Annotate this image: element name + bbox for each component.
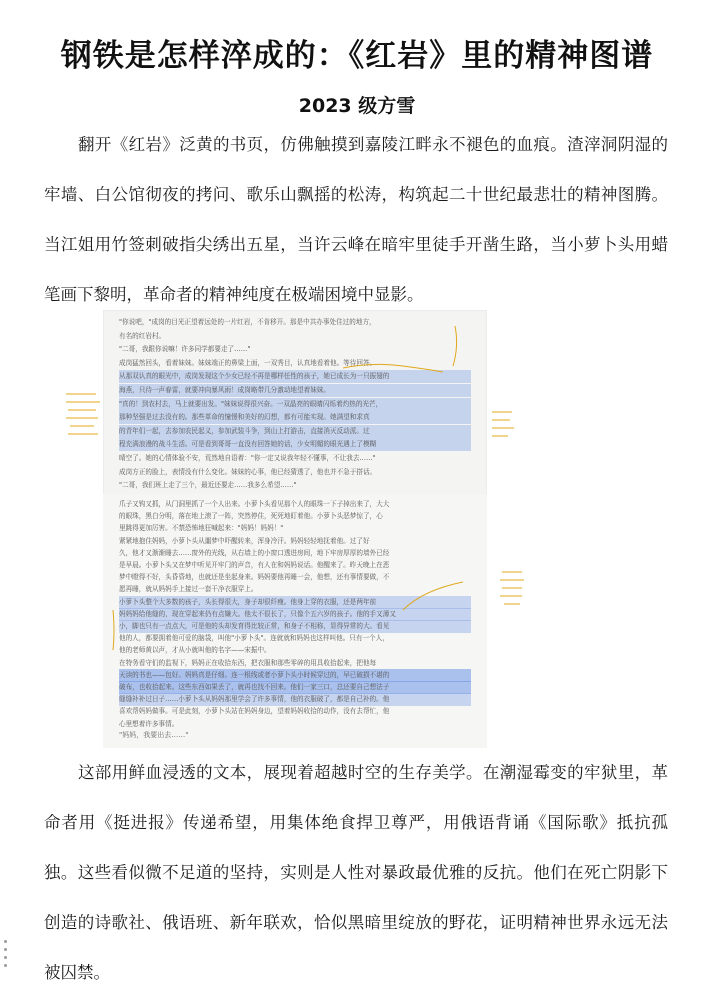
scan-top-line: "真的！到农村去，马上就要出发。"妹妹说得很兴奋。一双晶亮的眼睛闪烁着灼热的光芒， [119,398,471,411]
scan-bottom-line: 心里想着许多事情。 [119,719,179,728]
scan-top-line: 程充满浪漫的战斗生活。可是看到哥哥一直没有回答她的话，少女明媚的眼光遇上了模糊 [119,438,471,451]
paragraph-2: 这部用鲜血浸透的文本，展现着超越时空的生存美学。在潮湿霉变的牢狱里，革命者用《挺进报》传递希望，用集体绝食捍卫尊严，用俄语背诵《国际歌》抵抗孤独。这些看似微不足道的坚持，实则是人性对暴政最优雅的反抗。他们在死亡阴影下创造的诗歌社、俄语班、新年联欢，恰似黑暗里绽放的野花，证明精神世界永远无法被囚禁。 [44,763,668,982]
handwritten-annotations [103,310,487,748]
scan-bottom-line: 的眼珠，黑白分明，落在地上滚了一阵，突然停住，死死地盯着他。小萝卜头恶梦惊了，心 [119,512,383,521]
scan-bottom-line: 里跳得更加厉害。不禁恐怖地狂喊起来："妈妈！妈妈！" [119,524,284,533]
document-title: 钢铁是怎样淬成的：《红岩》里的精神图谱 [60,38,654,74]
paragraph-1: 翻开《红岩》泛黄的书页，仿佛触摸到嘉陵江畔永不褪色的血痕。渣滓洞阴湿的牢墙、白公馆彻夜的拷问、歌乐山飘摇的松涛，构筑起二十世纪最悲壮的精神图腾。当江姐用竹签刺破指尖绣出五星，当许云峰在暗牢里徒手开凿生路，当小萝卜头用蜡笔画下黎明，革命者的精神纯度在极端困境中显影。 [44,135,668,304]
scan-bottom-line: 爪子又钩又抓，从门洞里抓了一个人出来。小萝卜头看见那个人的眼珠一下子掉出来了，大大 [119,500,390,508]
scan-top-line: 成岗猛然回头，看着妹妹。妹妹端正的鼻梁上面，一双秀目，认真地看着他。等待回答。 [119,358,377,367]
author-line: 2023 级方雪 [298,95,416,117]
scan-bottom-line: 小，脚也只有一点点大，可是他的头却发育得比较正常，和身子不相称，显得异常的大。看见 [119,620,471,633]
scan-bottom-line: 天读的书也——包好。妈妈真是仔细。连一根线或者小萝卜头小时候穿过的，早已破损不堪的 [119,669,471,682]
scan-top-line: "你说吧，"成岗的目光正望着远处的一片红岩，不肯移开。那是中共办事处住过的地方， [119,318,376,326]
right-margin-note-2 [498,568,528,614]
left-margin-note [62,388,106,448]
scan-bottom-line: 紧紧地抱住妈妈，小萝卜头从噩梦中吓醒转来，浑身冷汗。妈妈轻轻地抚着他。过了好 [119,536,370,545]
scan-top-line: "二哥，我跟你说嘛！许多同学都要走了……" [119,345,251,354]
scan-top-line: 那种坚强是过去没有的。那些革命的憧憬和美好的幻想，都有可能实现。她满望和求真 [119,411,471,424]
scan-bottom-line: 久，他才又渐渐睡去……窗外的光线，从右墙上的小窗口透进房间，地下牢房厚厚的墙外已经 [119,548,390,557]
scan-last-quote: "妈妈，我要出去……" [119,731,189,739]
scan-bottom-line: 小萝卜头整个大多数的孩子，头长得很大，身子却很纤瘦。他身上穿的衣服，还是两年前 [119,596,471,609]
scan-top-line: 从那双认真的眼光中，成岗发现这个少女已经不再是哪样任性的孩子，她已成长为一只振翅的 [119,370,471,383]
scan-top-line: 海燕，只待一声春雷，就要冲向暴风雨！成岗略带几分激动地望着妹妹。 [119,384,471,397]
right-margin-note-1 [490,408,516,448]
scan-top-line: 的青年们一起，去参加农民起义，参加武装斗争，到山上打游击，直接消灭反动派。过 [119,425,471,438]
scan-top-line: 晴空了。她的心情体验不安，荒然地自语着："你一定又说我年轻不懂事，不让我去……" [119,454,376,462]
scan-bottom-line: 他的老师黄以声，才从小就叫他的名字——宋振中。 [119,646,271,655]
scan-bottom-line: 喜欢帮妈妈做事。可是此刻，小萝卜头站在妈妈身边，望着妈妈收拾的动作，没有去帮忙，他 [119,707,390,716]
more-options-icon[interactable] [2,940,10,978]
scan-bottom-line: 愿再睡，就从妈妈手上接过一套干净衣服穿上。 [119,585,258,594]
scan-bottom-line: 梦中瞪得不好，头昏昏地，也就还是坐起身来。妈妈要他再睡一会，他想，还有事情要做，不 [119,573,390,582]
scan-bottom-line: 缝缝补补过日子……小萝卜头从妈妈那里学会了许多事情，他的衣服破了，都是自己补的。他 [119,693,471,706]
scan-bottom-line: 在特务看守们的监视下，妈妈正在收拾东西，把衣服和那些零碎的用具收拾起来，把他每 [119,658,377,667]
scan-top-line: 有名的红岩村。 [119,331,166,340]
scanned-book-page-image [103,310,487,748]
scan-bottom-line: 妈妈妈给他缝的，现在穿起来仍有点嫌大。他太不很长了，只像个五六岁的孩子。他的手又薄又 [119,608,471,621]
scan-top-line: "二哥，我们班上走了三个，最近还要走……我多么希望……" [119,481,297,490]
scan-bottom-line: 他的人，都要拥着他可爱的脑袋，叫他"小萝卜头"。连就就和妈妈也这样叫他。只有一个人， [119,634,389,643]
scan-bottom-line: 是早晨。小萝卜头又在梦中听见开牢门的声音，有人在和妈妈说话。他醒来了。昨天晚上在恶 [119,561,390,569]
scan-bottom-line: 破布，也收拾起来。这些东西如果丢了，就再也找不回来。他们一家三口，总还要自己想法子 [119,681,471,694]
scan-top-line: 成岗方正的脸上，表情没有什么变化。妹妹的心事，他已经猜透了，他也并不急于搭话。 [119,467,377,476]
